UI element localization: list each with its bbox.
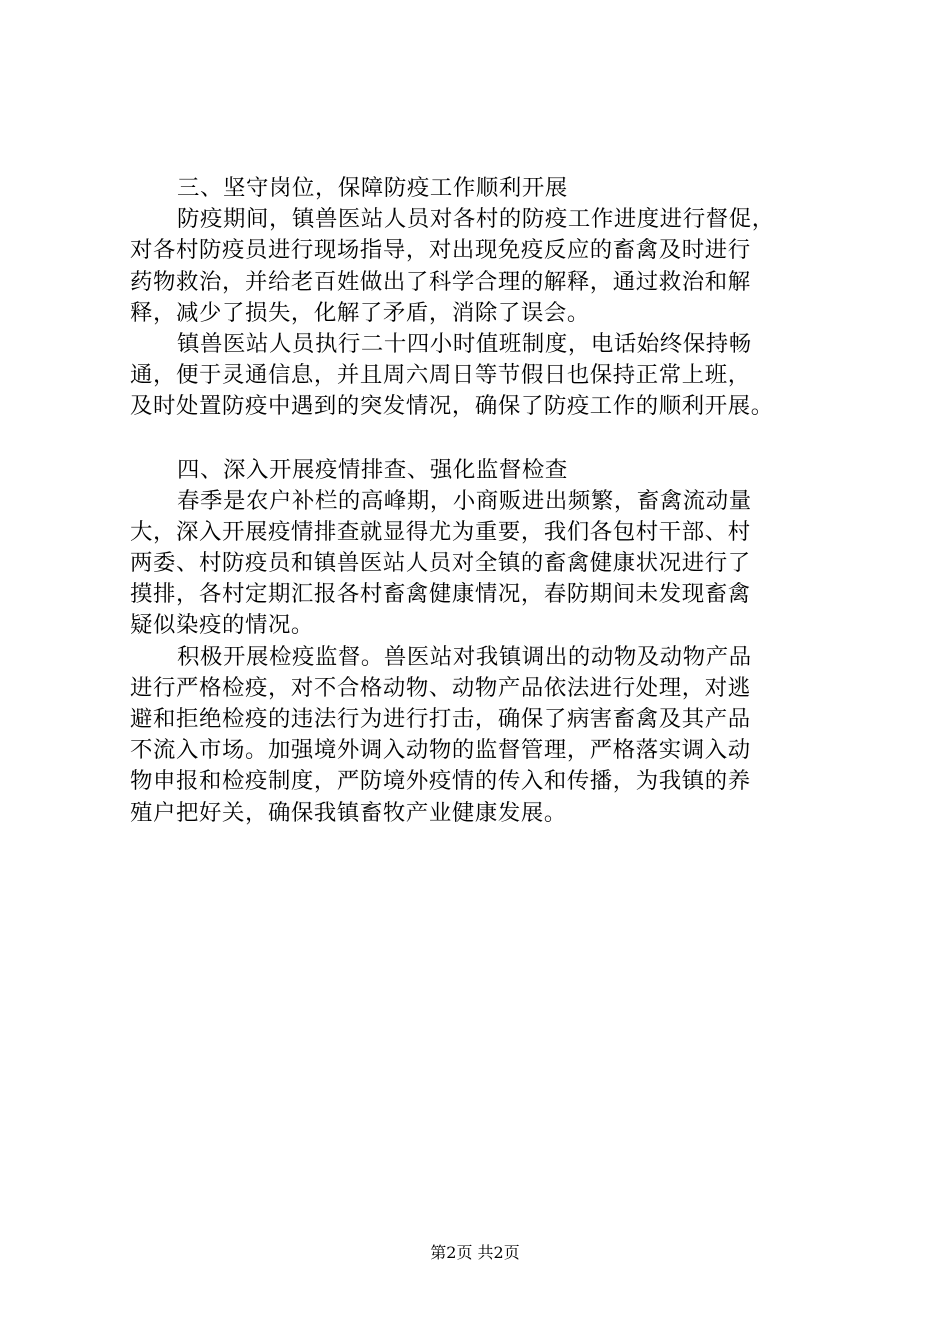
text-line: 春季是农户补栏的高峰期，小商贩进出频繁，畜禽流动量 [177,487,752,514]
section-spacer [130,423,840,455]
text-line: 及时处置防疫中遇到的突发情况，确保了防疫工作的顺利开展。 [130,393,774,420]
text-line: 疑似染疫的情况。 [130,612,314,639]
text-line: 殖户把好关，确保我镇畜牧产业健康发展。 [130,799,567,826]
page-number-footer: 第2页 共2页 [430,1243,520,1262]
section-heading-3: 三、坚守岗位，保障防疫工作顺利开展 [177,175,568,201]
paragraph-3-1 [130,204,840,329]
text-line: 不流入市场。加强境外调入动物的监督管理，严格落实调入动 [130,737,751,764]
text-line: 大，深入开展疫情排查就显得尤为重要，我们各包村干部、村 [130,518,751,545]
text-line: 摸排，各村定期汇报各村畜禽健康情况，春防期间未发现畜禽 [130,581,751,608]
text-line: 药物救治，并给老百姓做出了科学合理的解释，通过救治和解 [130,268,751,295]
text-line: 释，减少了损失，化解了矛盾，消除了误会。 [130,299,590,326]
text-line: 物申报和检疫制度，严防境外疫情的传入和传播，为我镇的养 [130,768,751,795]
paragraph-4-2 [130,642,840,829]
document-body [130,173,840,829]
text-line: 防疫期间，镇兽医站人员对各村的防疫工作进度进行督促， [177,206,775,233]
paragraph-3-2 [130,329,840,423]
text-line: 避和拒绝检疫的违法行为进行打击，确保了病害畜禽及其产品 [130,706,751,732]
text-line: 对各村防疫员进行现场指导，对出现免疫反应的畜禽及时进行 [130,237,751,264]
section-heading-4: 四、深入开展疫情排查、强化监督检查 [177,456,568,483]
text-line: 通，便于灵通信息，并且周六周日等节假日也保持正常上班， [130,362,751,389]
text-line: 积极开展检疫监督。兽医站对我镇调出的动物及动物产品 [177,643,752,670]
paragraph-4-1 [130,486,840,642]
text-line: 进行严格检疫，对不合格动物、动物产品依法进行处理，对逃 [130,674,751,701]
text-line: 两委、村防疫员和镇兽医站人员对全镇的畜禽健康状况进行了 [130,550,751,577]
text-line: 镇兽医站人员执行二十四小时值班制度，电话始终保持畅 [177,330,752,357]
